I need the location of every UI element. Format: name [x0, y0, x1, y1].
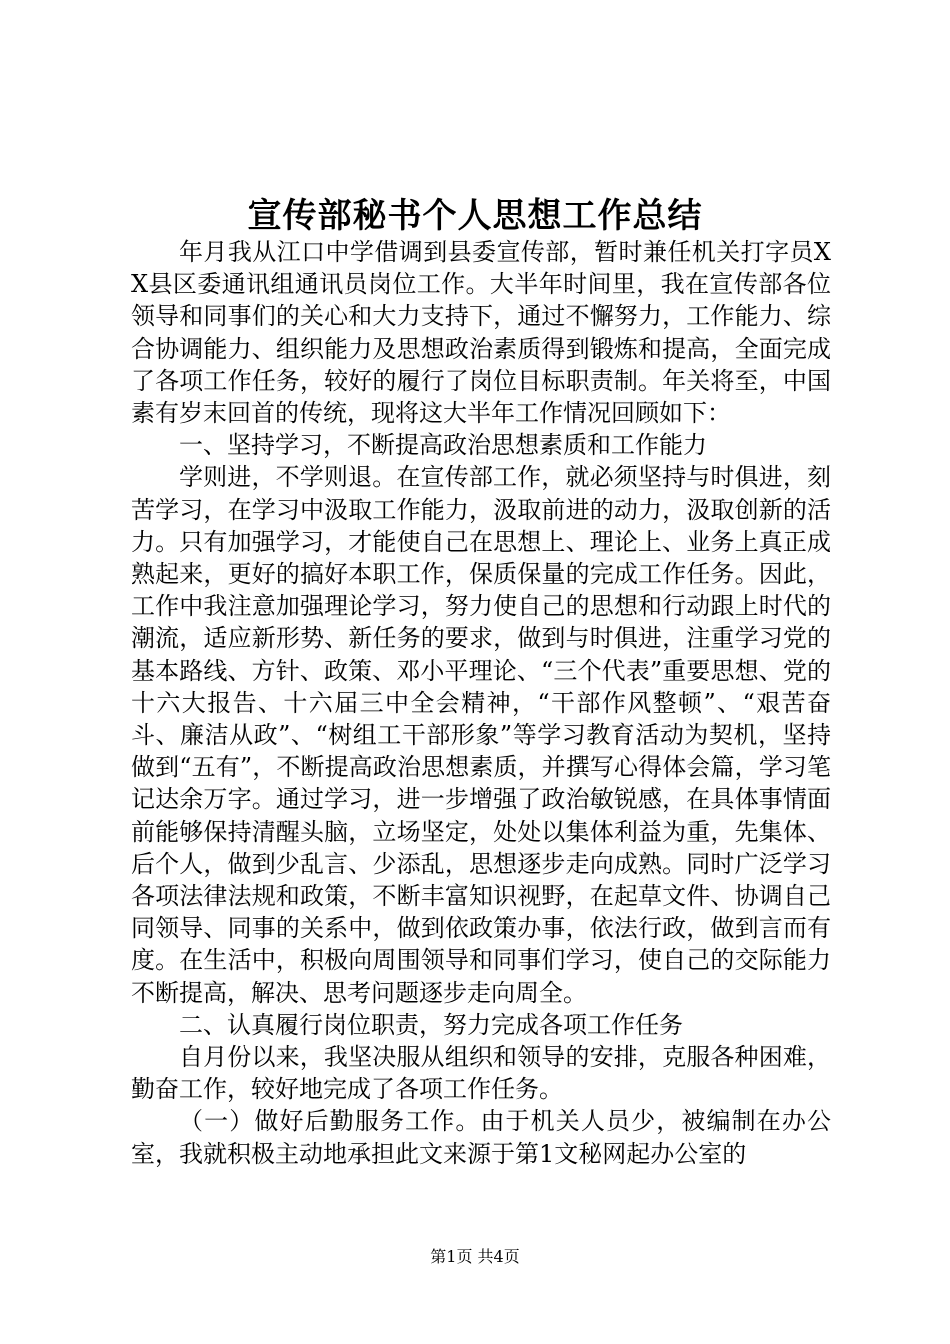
section-heading-1: 一、坚持学习，不断提高政治思想素质和工作能力: [179, 431, 707, 460]
paragraph-intro: 年月我从江口中学借调到县委宣传部，暂时兼任机关打字员XX县区委通讯组通讯员岗位工作。大半年时间里，我在宣传部各位领导和同事们的关心和大力支持下，通过不懈努力，工作能力、综合协调能力、组织能力及思想政治素质得到锻炼和提高，全面完成了各项工作任务，较好的履行了岗位目标职责制。年关将至，中国素有岁末回首的传统，现将这大半年工作情况回顾如下：: [131, 238, 831, 428]
document-body: [131, 236, 831, 1170]
section-heading-2: 二、认真履行岗位职责，努力完成各项工作任务: [179, 1010, 683, 1039]
paragraph-duties: 自月份以来，我坚决服从组织和领导的安排，克服各种困难，勤奋工作，较好地完成了各项工作任务。: [131, 1043, 831, 1104]
paragraph-logistics: （一）做好后勤服务工作。由于机关人员少，被编制在办公室，我就积极主动地承担此文来源于第1文秘网起办公室的: [131, 1107, 831, 1168]
paragraph-study: 学则进，不学则退。在宣传部工作，就必须坚持与时俱进，刻苦学习，在学习中汲取工作能力，汲取前进的动力，汲取创新的活力。只有加强学习，才能使自己在思想上、理论上、业务上真正成熟起来，更好的搞好本职工作，保质保量的完成工作任务。因此，工作中我注意加强理论学习，努力使自己的思想和行动跟上时代的潮流，适应新形势、新任务的要求，做到与时俱进，注重学习党的基本路线、方针、政策、邓小平理论、“三个代表”重要思想、党的十六大报告、十六届三中全会精神，“干部作风整顿”、“艰苦奋斗、廉洁从政”、“树组工干部形象”等学习教育活动为契机，坚持做到“五有”，不断提高政治思想素质，并撰写心得体会篇，学习笔记达余万字。通过学习，进一步增强了政治敏锐感，在具体事情面前能够保持清醒头脑，立场坚定，处处以集体利益为重，先集体、后个人，做到少乱言、少添乱，思想逐步走向成熟。同时广泛学习各项法律法规和政策，不断丰富知识视野，在起草文件、协调自己同领导、同事的关系中，做到依政策办事，依法行政，做到言而有度。在生活中，积极向周围领导和同事们学习，使自己的交际能力不断提高，解决、思考问题逐步走向周全。: [131, 463, 831, 1007]
page-number: 第1页 共4页: [430, 1247, 520, 1266]
document-title: 宣传部秘书个人思想工作总结: [247, 196, 703, 236]
